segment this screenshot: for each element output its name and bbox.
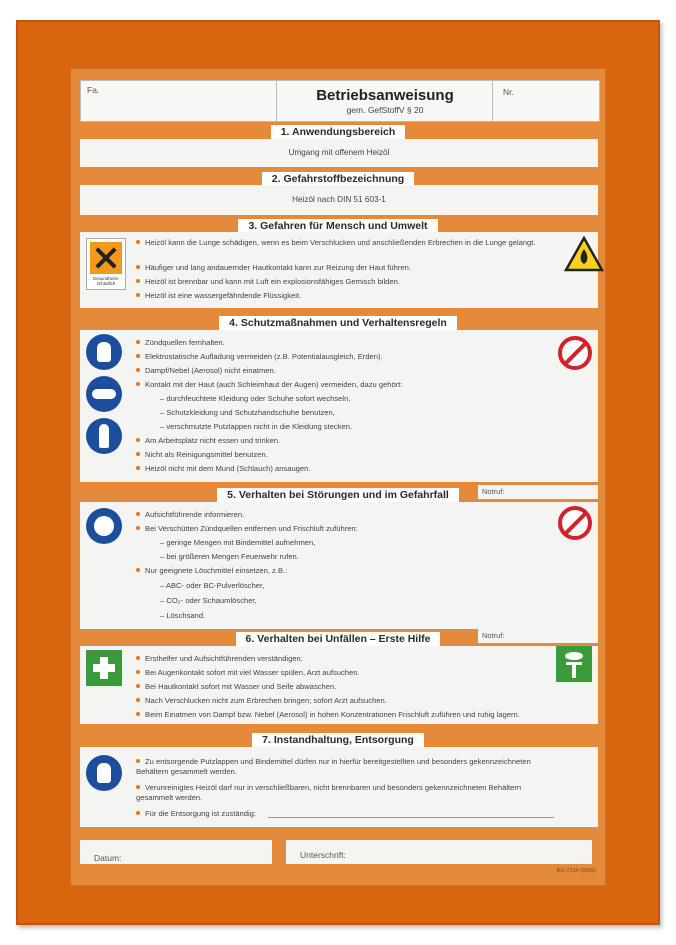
section-2-title: 2. Gefahrstoffbezeichnung — [70, 169, 606, 183]
form-code: BG-7234 (6836) — [556, 868, 596, 874]
section-1-content: Umgang mit offenem Heizöl — [288, 148, 390, 157]
no-smoking-icon — [558, 506, 592, 540]
section-5-box — [80, 502, 598, 629]
section-4-subitem: – verschmutzte Putzlappen nicht in die Kleidung stecken. — [144, 422, 352, 432]
datum-label: Datum: — [94, 853, 122, 863]
section-7-item: Verunreinigtes Heizöl darf nur in verschließbaren, nicht brennbaren und besonders gekennzeichneten Behältern gesammelt werden. — [136, 783, 522, 802]
section-3-item: Heizöl ist eine wassergefährdende Flüssigkeit. — [136, 291, 554, 301]
section-4-item: Zündquellen fernhalten. — [136, 338, 552, 348]
page-title: Betriebsanweisung — [316, 87, 454, 104]
datum-field — [80, 840, 272, 864]
section-5-item: Bei Verschütten Zündquellen entfernen und Frischluft zuführen: — [136, 524, 552, 534]
section-3-item: Häufiger und lang andauernder Hautkontakt kann zur Reizung der Haut führen. — [136, 263, 554, 273]
section-3-item: Heizöl kann die Lunge schädigen, wenn es beim Verschlucken und anschließenden Erbrechen in die Lunge gelangt. — [136, 238, 554, 248]
flammable-warning-icon — [564, 236, 604, 272]
section-4-subitem: – Schutzkleidung und Schutzhandschuhe benutzen, — [144, 408, 335, 418]
section-6-title: 6. Verhalten bei Unfällen – Erste Hilfe — [70, 629, 606, 643]
header-title-cell — [276, 80, 494, 122]
section-6-notruf-field — [478, 629, 598, 643]
section-7-item: Für die Entsorgung ist zuständig: — [136, 809, 276, 819]
section-1-title: 1. Anwendungsbereich — [70, 122, 606, 136]
section-4-item: Am Arbeitsplatz nicht essen und trinken. — [136, 436, 552, 446]
section-5-subitem: – ABC- oder BC-Pulverlöscher, — [144, 581, 264, 591]
page-subtitle: gem. GefStoffV § 20 — [346, 105, 424, 115]
protective-clothing-icon — [86, 418, 122, 454]
section-6-item: Nach Verschlucken nicht zum Erbrechen bringen; sofort Arzt aufsuchen. — [136, 696, 552, 706]
section-6-item: Beim Einatmen von Dampf bzw. Nebel (Aerosol) in hohen Konzentrationen Frischluft zuführen und ruhig lagern. — [136, 710, 576, 720]
section-7-item: Zu entsorgende Putzlappen und Bindemittel dürfen nur in hierfür bereitgestellten und besonders gekennzeichneten Behältern gesammelt werden. — [136, 757, 531, 776]
section-3-title: 3. Gefahren für Mensch und Umwelt — [70, 216, 606, 230]
section-5-notruf-label: Notruf: — [482, 487, 505, 496]
fa-label: Fa. — [87, 85, 100, 95]
gloves-icon — [86, 755, 122, 791]
section-5-title: 5. Verhalten bei Störungen und im Gefahrfall — [70, 485, 606, 499]
section-4-subitem: – durchfeuchtete Kleidung oder Schuhe sofort wechseln, — [144, 394, 350, 404]
section-3-item: Heizöl ist brennbar und kann mit Luft ein explosionsfähiges Gemisch bilden. — [136, 277, 554, 287]
section-5-item: Aufsichtführende informieren. — [136, 510, 552, 520]
section-4-item: Dampf/Nebel (Aerosol) nicht einatmen. — [136, 366, 552, 376]
section-5-item: Nur geeignete Löschmittel einsetzen, z.B.: — [136, 566, 552, 576]
disposal-responsible-line — [268, 817, 554, 818]
section-6-notruf-label: Notruf: — [482, 631, 505, 640]
no-open-flame-icon — [558, 336, 592, 370]
section-2-box — [80, 185, 598, 215]
eye-protection-icon — [86, 376, 122, 412]
section-6-item: Ersthelfer und Aufsichtführenden verständigen. — [136, 654, 552, 664]
section-7-box — [80, 747, 598, 827]
section-1-box — [80, 139, 598, 167]
harmful-symbol-label: Gesundheits-schädlich — [92, 276, 120, 286]
section-4-title: 4. Schutzmaßnahmen und Verhaltensregeln — [70, 313, 606, 327]
section-5-subitem: – Löschsand. — [144, 611, 205, 621]
section-5-subitem: – bei größeren Mengen Feuerwehr rufen. — [144, 552, 299, 562]
nr-label: Nr. — [503, 87, 514, 97]
section-5-notruf-field — [478, 485, 598, 499]
section-2-content: Heizöl nach DIN 51 603-1 — [292, 195, 386, 204]
signature-field — [286, 840, 592, 864]
section-4-item: Nicht als Reinigungsmittel benutzen. — [136, 450, 552, 460]
section-4-item: Kontakt mit der Haut (auch Schleimhaut der Augen) vermeiden, dazu gehört: — [136, 380, 552, 390]
section-6-box — [80, 646, 598, 724]
section-5-subitem: – geringe Mengen mit Bindemittel aufnehmen, — [144, 538, 315, 548]
section-6-item: Bei Hautkontakt sofort mit Wasser und Seife abwaschen. — [136, 682, 552, 692]
harmful-symbol-icon — [86, 238, 126, 290]
header-fa-cell — [80, 80, 278, 122]
section-5-subitem: – CO₂- oder Schaumlöscher, — [144, 596, 257, 606]
section-7-title: 7. Instandhaltung, Entsorgung — [70, 730, 606, 744]
signature-label: Unterschrift: — [300, 850, 346, 860]
protective-gloves-icon — [86, 334, 122, 370]
first-aid-icon — [86, 650, 122, 686]
section-4-box — [80, 330, 598, 482]
respiratory-protection-icon — [86, 508, 122, 544]
section-4-item: Elektrostatische Aufladung vermeiden (z.B. Potentialausgleich, Erden). — [136, 352, 552, 362]
section-6-item: Bei Augenkontakt sofort mit viel Wasser spülen, Arzt aufsuchen. — [136, 668, 552, 678]
section-4-item: Heizöl nicht mit dem Mund (Schlauch) ansaugen. — [136, 464, 552, 474]
eye-wash-icon — [556, 646, 592, 682]
section-3-box — [80, 232, 598, 308]
header-nr-cell — [492, 80, 600, 122]
instruction-sheet — [70, 68, 606, 886]
